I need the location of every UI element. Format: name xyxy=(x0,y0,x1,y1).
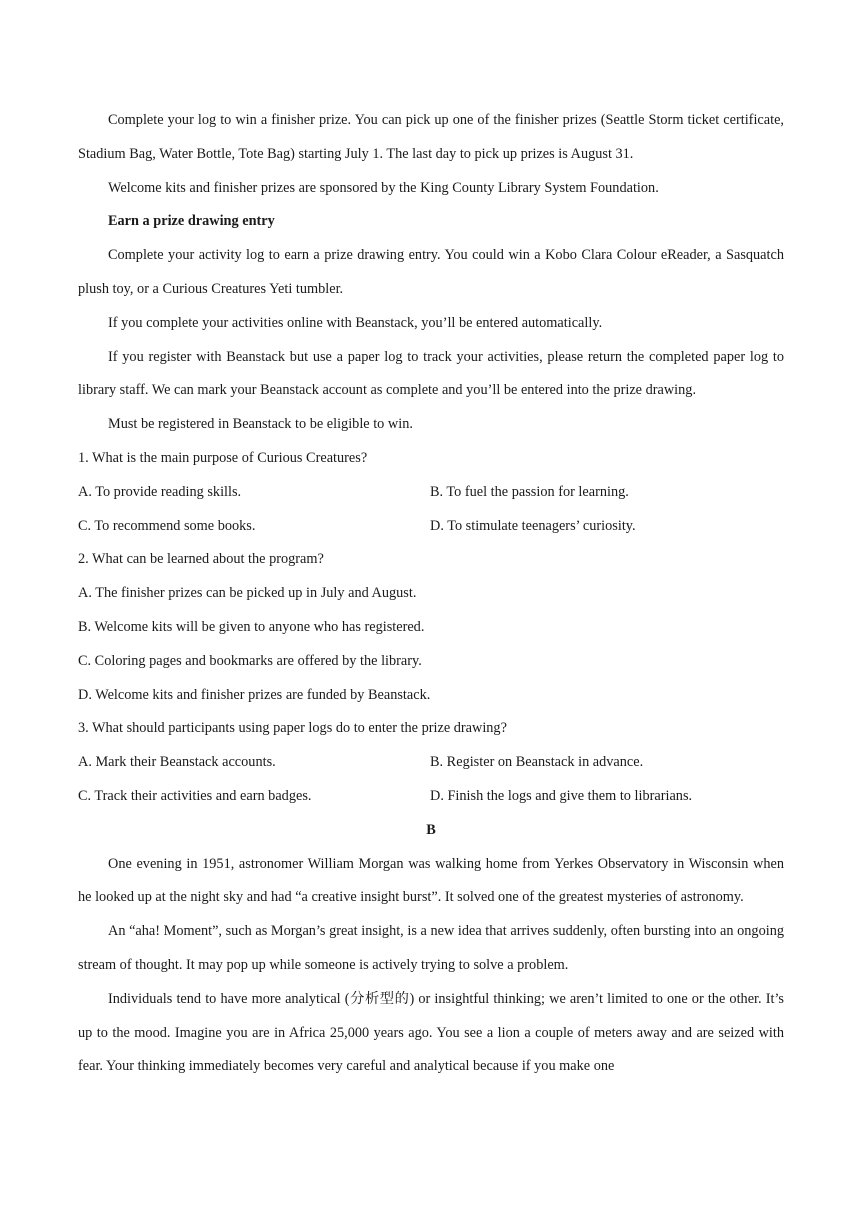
paragraph: Complete your activity log to earn a prize drawing entry. You could win a Kobo Clara Colour eReader, a Sasquatch plush toy, or a Curious Creatures Yeti tumbler. xyxy=(78,247,784,297)
question-1-stem: 1. What is the main purpose of Curious Creatures? xyxy=(78,449,368,466)
paragraph: Individuals tend to have more analytical (分析型的) or insightful thinking; we aren’t limited to one or the other. It’s up to the mood. Imagine you are in Africa 25,000 years ago. You see a lion a couple of meters away and are seized with fear. Your thinking immediately becomes very careful and analytical because if you make one xyxy=(78,990,784,1075)
option-d: D. To stimulate teenagers’ curiosity. xyxy=(430,517,636,534)
question-1-options-row-2 xyxy=(78,510,784,544)
paragraph: If you register with Beanstack but use a paper log to track your activities, please return the completed paper log to library staff. We can mark your Beanstack account as complete and you’ll be entered into the prize drawing. xyxy=(78,348,784,399)
paragraph: An “aha! Moment”, such as Morgan’s great insight, is a new idea that arrives suddenly, often bursting into an ongoing stream of thought. It may pop up while someone is actively trying to solve a problem. xyxy=(78,923,784,973)
paragraph: Welcome kits and finisher prizes are sponsored by the King County Library System Foundation. xyxy=(108,179,659,196)
question-2-stem: 2. What can be learned about the program? xyxy=(78,551,324,568)
option-b: B. To fuel the passion for learning. xyxy=(430,483,629,500)
question-1-options-row-1 xyxy=(78,476,784,510)
option-a: A. The finisher prizes can be picked up in July and August. xyxy=(78,585,417,602)
option-c: C. To recommend some books. xyxy=(78,517,256,534)
question-3-options-row-1 xyxy=(78,746,784,780)
paragraph: If you complete your activities online with Beanstack, you’ll be entered automatically. xyxy=(108,314,603,331)
question-3-stem: 3. What should participants using paper logs do to enter the prize drawing? xyxy=(78,720,507,737)
paragraph: Must be registered in Beanstack to be eligible to win. xyxy=(108,416,413,433)
question-3-options-row-2 xyxy=(78,780,784,814)
option-c: C. Coloring pages and bookmarks are offered by the library. xyxy=(78,652,422,669)
option-c: C. Track their activities and earn badges. xyxy=(78,787,312,804)
section-heading: Earn a prize drawing entry xyxy=(108,213,275,230)
option-a: A. To provide reading skills. xyxy=(78,483,242,500)
option-d: D. Welcome kits and finisher prizes are funded by Beanstack. xyxy=(78,686,431,703)
paragraph: One evening in 1951, astronomer William Morgan was walking home from Yerkes Observatory in Wisconsin when he looked up at the night sky and had “a creative insight burst”. It solved one of the greatest mysteries of astronomy. xyxy=(78,855,784,906)
section-label: B xyxy=(426,821,436,838)
paragraph: Complete your log to win a finisher prize. You can pick up one of the finisher prizes (Seattle Storm ticket certificate, Stadium Bag, Water Bottle, Tote Bag) starting July 1. The last day to pick up prizes is August 31. xyxy=(78,112,784,162)
option-b: B. Register on Beanstack in advance. xyxy=(430,754,644,771)
document-page xyxy=(78,104,784,1084)
option-b: B. Welcome kits will be given to anyone who has registered. xyxy=(78,618,425,635)
option-d: D. Finish the logs and give them to librarians. xyxy=(430,787,693,804)
option-a: A. Mark their Beanstack accounts. xyxy=(78,754,276,771)
